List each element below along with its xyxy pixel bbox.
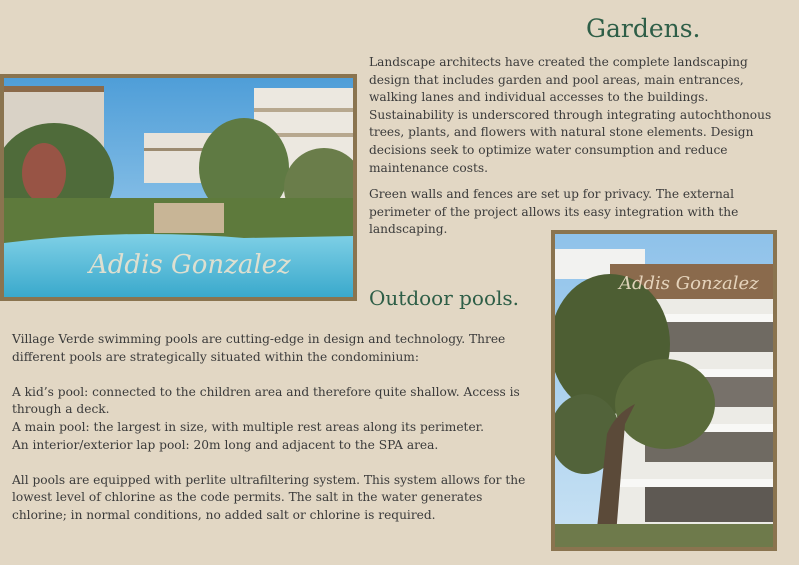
pool-item-lap: An interior/exterior lap pool: 20m long and adjacent to the SPA area.: [12, 437, 439, 452]
watermark-2: Addis Gonzalez: [619, 273, 759, 294]
building-photo: [551, 230, 777, 551]
pools-intro: Village Verde swimming pools are cutting-edge in design and technology. Three different pools are strategically situated within the condominium:: [12, 332, 506, 364]
gardens-paragraph-1: Landscape architects have created the complete landscaping design that includes garden and pool areas, main entrances, walking lanes and individual accesses to the buildings. Sustainability is underscored through integrating autochthonous trees, plants, and flowers with natural stone elements. Design decisions seek to optimize water consumption and reduce maintenance costs.: [369, 55, 772, 175]
pools-closing: All pools are equipped with perlite ultrafiltering system. This system allows for the lowest level of chlorine as the code permits. The salt in the water generates chlorine; in normal conditions, no added salt or chlorine is required.: [12, 472, 526, 522]
watermark-1: Addis Gonzalez: [89, 250, 291, 280]
gardens-paragraph-2: Green walls and fences are set up for privacy. The external perimeter of the project allows its easy integration with the landscaping.: [369, 187, 739, 237]
outdoor-pools-title: Outdoor pools.: [369, 286, 520, 310]
pool-item-kids: A kid’s pool: connected to the children area and therefore quite shallow. Access is through a deck.: [12, 384, 520, 417]
pool-item-main: A main pool: the largest in size, with multiple rest areas along its perimeter.: [12, 419, 485, 434]
gardens-title: Gardens.: [586, 14, 701, 43]
gardens-pool-photo: [0, 74, 357, 301]
outdoor-pools-body: [12, 331, 532, 525]
